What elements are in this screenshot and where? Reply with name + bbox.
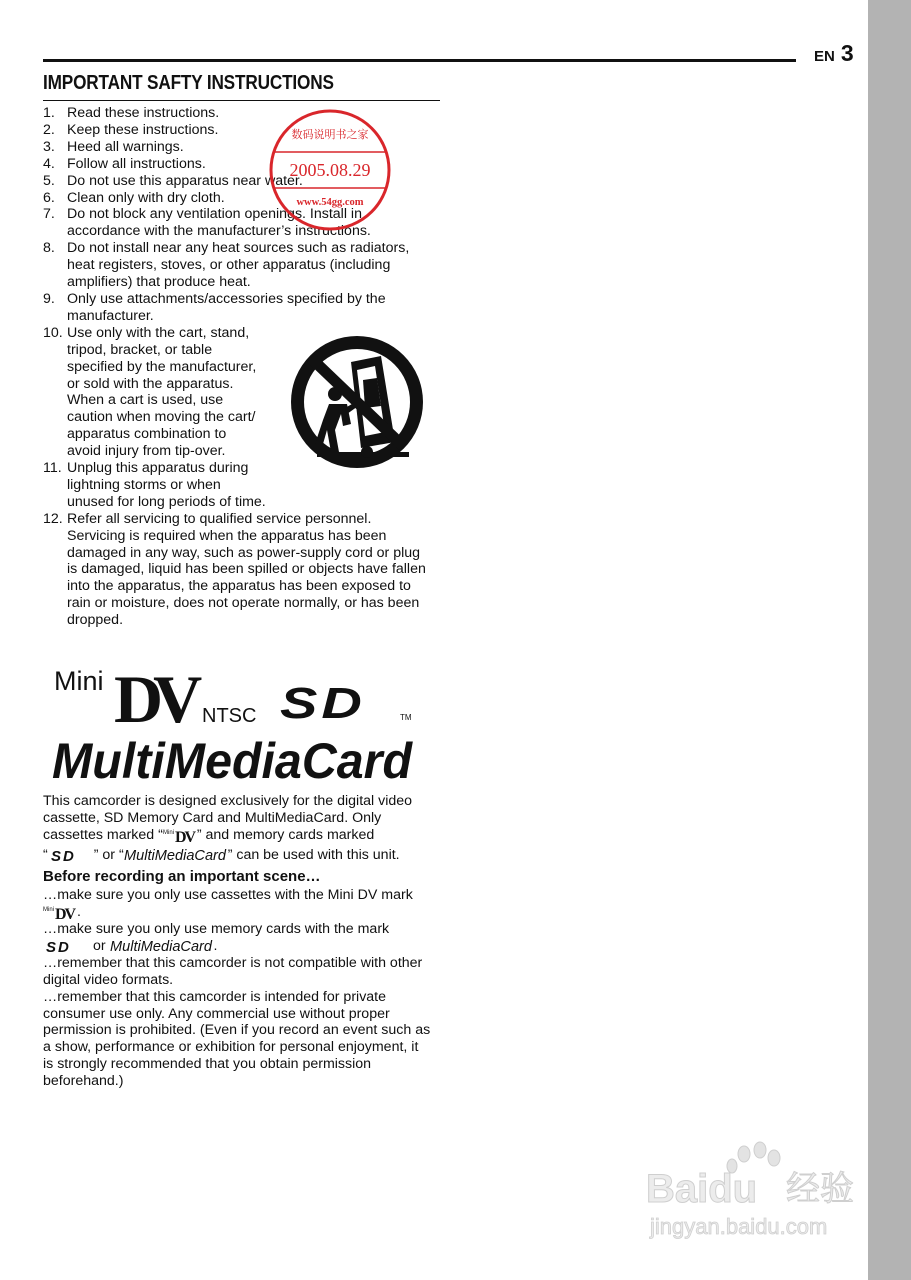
mmc-inline-logo <box>124 847 228 867</box>
multimediacard-logo: MultiMediaCard <box>52 733 414 785</box>
before-line-2: …make sure you only use memory cards with the mark <box>43 920 390 937</box>
instruction-line: Heed all warnings. <box>67 138 184 155</box>
instruction-line: Follow all instructions. <box>67 155 206 172</box>
instruction-line: Do not block any ventilation openings. Install in <box>67 206 362 223</box>
instruction-line: Only use attachments/accessories specified by the <box>67 290 386 307</box>
instruction-number: 11. <box>43 460 62 477</box>
instruction-item <box>43 240 443 291</box>
svg-text:Mini: Mini <box>43 906 55 913</box>
instruction-number: 4. <box>43 155 55 172</box>
before-line-3b: digital video formats. <box>43 971 174 988</box>
intro-line-3 <box>43 827 443 847</box>
instruction-line: or sold with the apparatus. <box>67 375 234 392</box>
sd-inline-logo <box>48 848 94 867</box>
ntsc-label: NTSC <box>202 705 257 727</box>
instruction-item <box>43 511 443 629</box>
compatibility-paragraph <box>43 793 443 867</box>
instruction-item <box>43 460 277 511</box>
stamp-seal <box>268 108 392 232</box>
instruction-line: Unplug this apparatus during <box>67 460 249 477</box>
watermark-cn: 经验 <box>786 1169 854 1209</box>
side-strip <box>868 0 911 1280</box>
instruction-line: manufacturer. <box>67 307 154 324</box>
instruction-number: 6. <box>43 189 55 206</box>
instruction-line: Refer all servicing to qualified service personnel. <box>67 510 372 527</box>
format-logos <box>52 660 422 785</box>
instruction-number: 1. <box>43 105 55 121</box>
watermark-url: jingyan.baidu.com <box>650 1214 828 1239</box>
cart-tipover-warning-icon <box>289 334 425 470</box>
instruction-item <box>43 325 277 460</box>
instruction-line: apparatus combination to <box>67 426 227 443</box>
before-line-3a: …remember that this camcorder is not compatible with other <box>43 954 423 971</box>
section-heading: IMPORTANT SAFTY INSTRUCTIONS <box>43 72 334 94</box>
instruction-line: caution when moving the cart/ <box>67 409 256 426</box>
before-line-1: …make sure you only use cassettes with the Mini DV mark <box>43 887 413 903</box>
stamp-url: www.54gg.com <box>296 197 364 208</box>
instruction-line: Read these instructions. <box>67 105 220 121</box>
instruction-number: 3. <box>43 138 55 155</box>
sd-trademark: TM <box>400 713 412 722</box>
instruction-line: dropped. <box>67 612 124 629</box>
svg-text:MultiMediaCard: MultiMediaCard <box>123 846 227 862</box>
instruction-number: 12. <box>43 510 63 527</box>
intro-line-4c: ” can be used with this unit. <box>227 846 400 863</box>
svg-text:SD: SD <box>46 938 71 953</box>
instruction-line: amplifiers) that produce heat. <box>67 274 251 291</box>
svg-text:Mini: Mini <box>162 829 174 836</box>
before-recording-heading: Before recording an important scene… <box>43 868 321 885</box>
instruction-item <box>43 291 443 325</box>
instruction-line: specified by the manufacturer, <box>67 358 257 375</box>
instruction-line: Clean only with dry cloth. <box>67 189 225 206</box>
instruction-line: unused for long periods of time. <box>67 493 266 510</box>
before-line-1-end: . <box>77 903 81 920</box>
mini-dv-inline-logo <box>163 827 197 847</box>
before-line-4d: a show, performance or exhibition for personal enjoyment, it <box>43 1039 419 1056</box>
before-line-4f: beforehand.) <box>43 1073 124 1090</box>
before-line-4e: is strongly recommended that you obtain permission <box>43 1056 372 1073</box>
intro-line-1: This camcorder is designed exclusively for the digital video <box>43 793 413 809</box>
instruction-line: is damaged, liquid has been spilled or objects have fallen <box>67 561 426 578</box>
instruction-line: When a cart is used, use <box>67 392 224 409</box>
mini-dv-logo: DV <box>114 661 193 737</box>
intro-line-2: cassette, SD Memory Card and MultiMediaCard. Only <box>43 809 382 826</box>
before-recording-paragraph <box>43 887 443 1090</box>
before-line-2-mark <box>43 938 443 955</box>
instruction-number: 10. <box>43 324 63 341</box>
language-label: EN <box>814 48 835 65</box>
instruction-line: damaged in any way, such as power-supply cord or plug <box>67 544 421 561</box>
before-line-1-mark <box>43 904 443 921</box>
before-line-2-end: . <box>213 937 218 954</box>
stamp-top-text: 数码说明书之家 <box>291 128 369 141</box>
instruction-line: Do not install near any heat sources such as radiators, <box>67 240 410 257</box>
instruction-number: 9. <box>43 290 55 307</box>
sd-logo: SD <box>280 678 366 728</box>
intro-line-3a: cassettes marked “ <box>43 826 163 843</box>
before-line-4a: …remember that this camcorder is intended for private <box>43 988 387 1005</box>
instruction-line: rain or moisture, does not operate normally, or has been <box>67 595 420 612</box>
before-line-4c: permission is prohibited. (Even if you record an event such as <box>43 1022 431 1039</box>
svg-text:DV: DV <box>174 828 194 842</box>
instruction-line: lightning storms or when <box>67 476 221 493</box>
instruction-line: accordance with the manufacturer’s instructions. <box>67 223 371 240</box>
instruction-number: 2. <box>43 121 55 138</box>
svg-text:MultiMediaCard: MultiMediaCard <box>109 937 213 953</box>
instruction-line: heat registers, stoves, or other apparatus (including <box>67 257 391 274</box>
header-rule <box>43 59 796 62</box>
page-number-value: 3 <box>840 40 854 66</box>
mini-dv-mini-text: Mini <box>54 666 104 696</box>
svg-text:DV: DV <box>55 905 75 919</box>
before-line-2-or: or <box>92 937 106 954</box>
instruction-line: Servicing is required when the apparatus has been <box>67 527 387 544</box>
instruction-line: tripod, bracket, or table <box>67 341 213 358</box>
svg-text:SD: SD <box>50 847 76 862</box>
intro-line-4b: ” or “ <box>93 846 124 863</box>
stamp-date: 2005.08.29 <box>289 160 371 180</box>
baidu-jingyan-watermark <box>644 1140 864 1250</box>
intro-line-4a: “ <box>43 846 48 863</box>
instruction-line: avoid injury from tip-over. <box>67 443 226 460</box>
watermark-brand: Baidu <box>646 1167 758 1211</box>
instruction-line: Do not use this apparatus near water. <box>67 172 303 189</box>
instruction-line: Keep these instructions. <box>67 121 219 138</box>
instruction-number: 5. <box>43 172 55 189</box>
heading-rule <box>43 100 440 101</box>
instruction-number: 8. <box>43 240 55 257</box>
intro-line-4 <box>43 847 443 867</box>
instruction-line: Use only with the cart, stand, <box>67 324 250 341</box>
before-line-4b: consumer use only. Any commercial use without proper <box>43 1005 390 1022</box>
page-number <box>814 40 854 67</box>
intro-line-3b: ” and memory cards marked <box>196 826 375 843</box>
instruction-number: 7. <box>43 206 55 223</box>
instruction-line: into the apparatus, the apparatus has been exposed to <box>67 578 411 595</box>
